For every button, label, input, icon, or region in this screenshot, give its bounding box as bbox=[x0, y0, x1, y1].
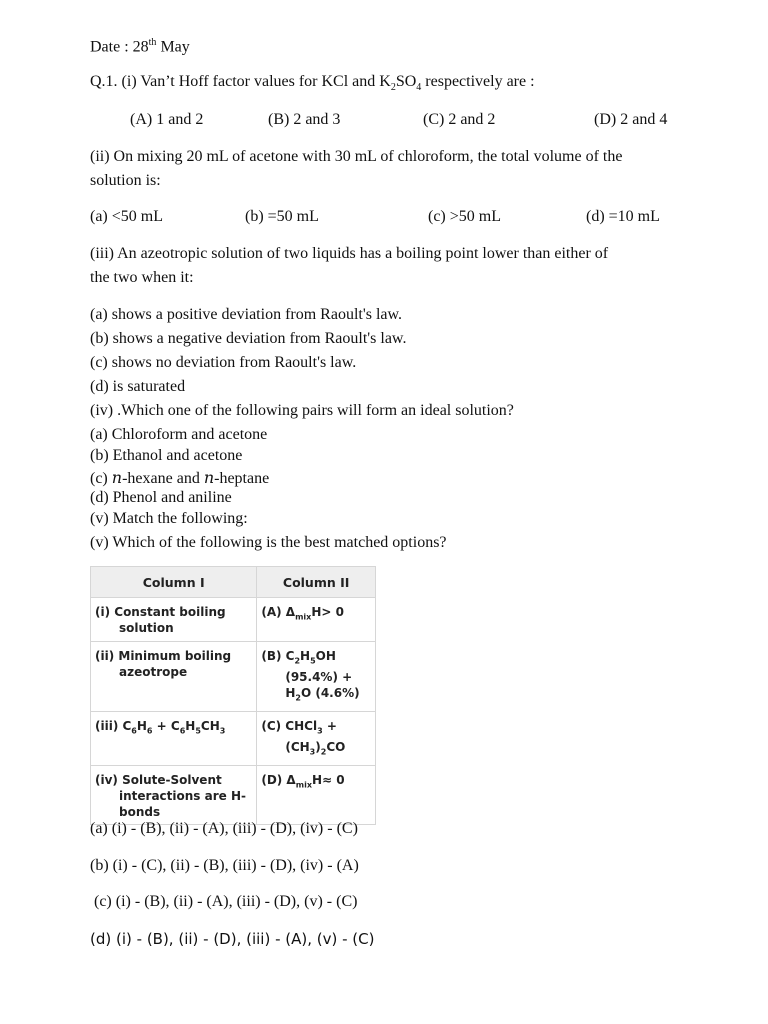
table-row bbox=[91, 711, 376, 765]
cell-text: (D) $\Delta_{mix}H\approx 0$ bbox=[261, 772, 345, 789]
cell-text: (iv) Solute-Solvent interactions are H-bonds bbox=[95, 772, 246, 819]
table-header-row bbox=[91, 567, 376, 598]
subscript: 2 bbox=[390, 82, 396, 94]
option-iv-d: (d) Phenol and aniline bbox=[90, 489, 232, 506]
option-ii-c: (c) >50 mL bbox=[428, 208, 501, 225]
option-iii-a: (a) shows a positive deviation from Raoult's law. bbox=[90, 306, 403, 323]
table-cell-right bbox=[257, 642, 376, 712]
answer-option-d: (d) (i) - (B), (ii) - (D), (iii) - (A), (v) - (C) bbox=[90, 930, 375, 948]
option-iii-c: (c) shows no deviation from Raoult's law. bbox=[90, 354, 357, 371]
question-1-iv: (iv) .Which one of the following pairs will form an ideal solution? bbox=[90, 402, 514, 419]
option-i-d: (D) 2 and 4 bbox=[594, 111, 668, 128]
table-cell-left bbox=[91, 642, 257, 712]
math-n: n bbox=[203, 468, 215, 487]
answer-option-b: (b) (i) - (C), (ii) - (B), (iii) - (D), (iv) - (A) bbox=[90, 857, 359, 874]
question-1-i bbox=[90, 73, 535, 93]
date-label: Date : 28 bbox=[90, 38, 149, 56]
match-table bbox=[90, 566, 376, 825]
math-n: n bbox=[111, 468, 123, 487]
subscript: 4 bbox=[416, 82, 422, 94]
option-ii-b: (b) =50 mL bbox=[245, 208, 319, 225]
cell-text: (C) CHCl$_3$ + $(CH_3)_2CO$ bbox=[261, 718, 346, 757]
option-i-b: (B) 2 and 3 bbox=[268, 111, 341, 128]
date-line bbox=[90, 37, 190, 56]
question-1-v-line2: (v) Which of the following is the best matched options? bbox=[90, 534, 447, 551]
option-iv-b: (b) Ethanol and acetone bbox=[90, 447, 243, 464]
table-cell-right bbox=[257, 598, 376, 642]
option-iv-c-mid: -hexane and bbox=[122, 470, 204, 487]
cell-text: (ii) Minimum boiling azeotrope bbox=[95, 649, 232, 679]
question-1-v-line1: (v) Match the following: bbox=[90, 510, 248, 527]
date-superscript: th bbox=[148, 37, 157, 48]
option-iii-d: (d) is saturated bbox=[90, 378, 186, 395]
question-1-iii-line1: (iii) An azeotropic solution of two liquids has a boiling point lower than either of bbox=[90, 245, 609, 262]
option-i-c: (C) 2 and 2 bbox=[423, 111, 496, 128]
option-iv-c bbox=[90, 468, 269, 488]
cell-text: (iii) $C_6H_6 + C_6H_5CH_3$ bbox=[95, 718, 226, 736]
option-iv-a: (a) Chloroform and acetone bbox=[90, 426, 268, 443]
table-row bbox=[91, 598, 376, 642]
option-i-a: (A) 1 and 2 bbox=[130, 111, 204, 128]
question-1-i-suffix: respectively are : bbox=[421, 73, 535, 90]
table-cell-right bbox=[257, 711, 376, 765]
option-iv-c-suffix: -heptane bbox=[214, 470, 270, 487]
cell-text: (i) Constant boiling solution bbox=[95, 605, 226, 635]
table-cell-left bbox=[91, 765, 257, 824]
option-iii-b: (b) shows a negative deviation from Raoult's law. bbox=[90, 330, 407, 347]
question-1-ii-line2: solution is: bbox=[90, 172, 161, 189]
table-cell-left bbox=[91, 598, 257, 642]
cell-text: (B) $C_2H_5OH$ $(95.4\%) + H_2O$ (4.6%) bbox=[261, 649, 360, 703]
table-cell-right bbox=[257, 765, 376, 824]
cell-text: (A) $\Delta_{mix}H> 0$ bbox=[261, 605, 344, 622]
date-month: May bbox=[156, 38, 190, 56]
option-iv-c-prefix: (c) bbox=[90, 470, 112, 487]
column-2-header: Column II bbox=[257, 567, 376, 598]
option-ii-a: (a) <50 mL bbox=[90, 208, 163, 225]
question-1-i-formula: SO bbox=[395, 73, 417, 90]
table-cell-left bbox=[91, 711, 257, 765]
answer-option-a: (a) (i) - (B), (ii) - (A), (iii) - (D), (iv) - (C) bbox=[90, 820, 358, 837]
table-row bbox=[91, 642, 376, 712]
table-row bbox=[91, 765, 376, 824]
question-1-i-text: Q.1. (i) Van’t Hoff factor values for KCl and K bbox=[90, 73, 391, 90]
option-ii-d: (d) =10 mL bbox=[586, 208, 660, 225]
question-1-ii-line1: (ii) On mixing 20 mL of acetone with 30 mL of chloroform, the total volume of the bbox=[90, 148, 623, 165]
question-1-iii-line2: the two when it: bbox=[90, 269, 194, 286]
column-1-header: Column I bbox=[91, 567, 257, 598]
answer-option-c: (c) (i) - (B), (ii) - (A), (iii) - (D), (v) - (C) bbox=[90, 893, 358, 910]
